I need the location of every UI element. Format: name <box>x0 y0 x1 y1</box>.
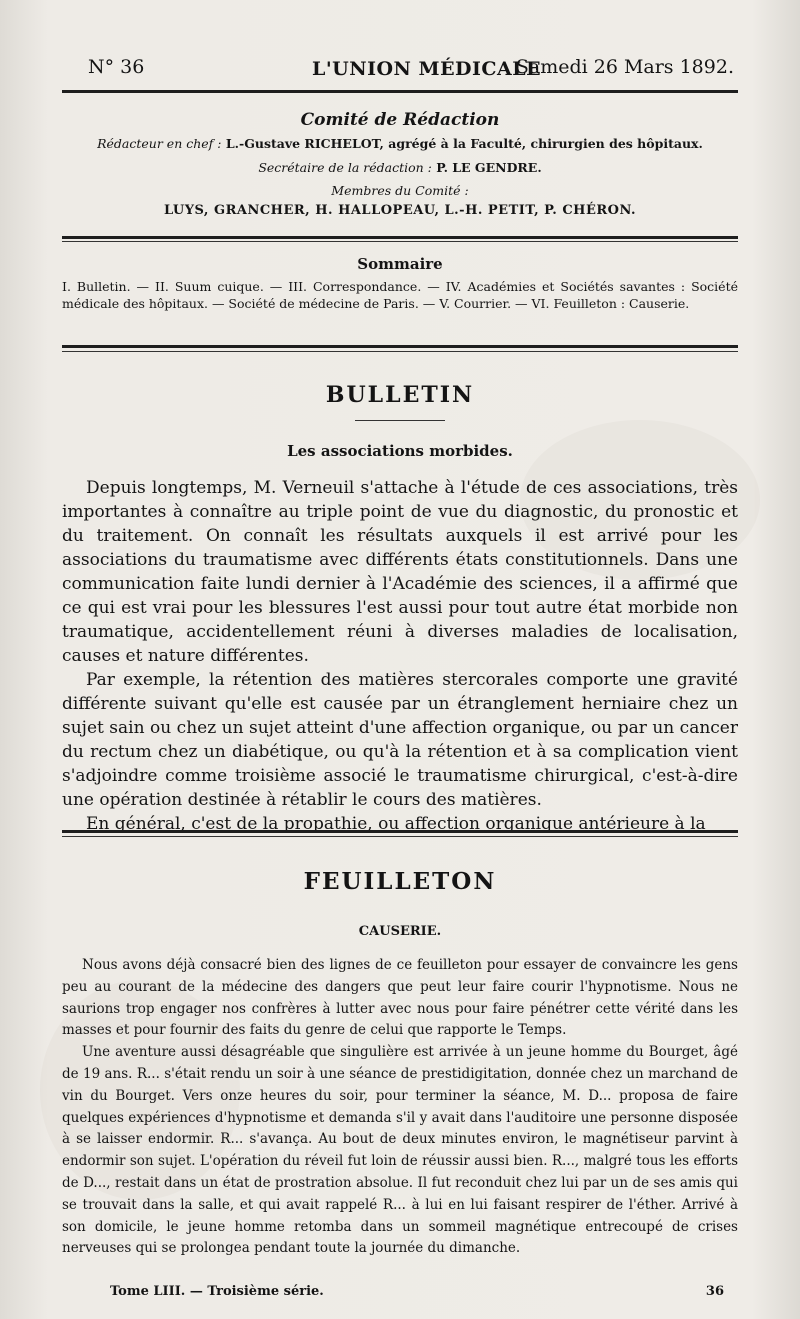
feuilleton-rule-thin <box>62 836 738 837</box>
redacteur-line <box>62 136 738 151</box>
bulletin-subtitle: Les associations morbides. <box>287 442 513 460</box>
page-header <box>0 56 800 92</box>
membres-label: Membres du Comité : <box>331 183 469 198</box>
causerie-title: CAUSERIE. <box>358 924 442 939</box>
issue-number: N° 36 <box>88 56 145 78</box>
page-number: 36 <box>705 1284 724 1299</box>
comite-title: Comité de Rédaction <box>300 110 500 130</box>
sommaire-text: I. Bulletin. — II. Suum cuique. — III. Correspondance. — IV. Académies et Sociétés savantes : Société médicale des hôpitaux. — Société de médecine de Paris. — V. Courrier. — VI. Feuilleton : Causerie. <box>62 279 738 311</box>
bulletin-body <box>62 476 738 836</box>
secretaire-label: Secrétaire de la rédaction : <box>258 160 432 175</box>
header-rule <box>62 90 738 93</box>
feuilleton-paragraph: Nous avons déjà consacré bien des lignes de ce feuilleton pour essayer de convaincre les gens peu au courant de la médecine des dangers que peut leur faire courir l'hypnotisme. Nous ne saurions trop engager nos confrères à lutter avec nous pour faire pénétrer cette vérité dans les masses et pour fournir des faits du genre de celui que rapporte le Temps. <box>62 957 738 1039</box>
issue-date: Samedi 26 Mars 1892. <box>515 56 734 78</box>
bulletin-paragraph: En général, c'est de la propathie, ou affection organique antérieure à la <box>86 814 706 834</box>
comite-rule <box>62 236 738 239</box>
redacteur-label: Rédacteur en chef : <box>97 136 222 151</box>
sommaire-rule <box>62 345 738 348</box>
bulletin-short-rule <box>355 420 445 421</box>
journal-title: L'UNION MÉDICALE <box>312 58 542 80</box>
feuilleton-paragraph: Une aventure aussi désagréable que singulière est arrivée à un jeune homme du Bourget, âgé de 19 ans. R... s'était rendu un soir à une séance de prestidigitation, donnée chez un marchand de vin du Bourget. Vers onze heures du soir, pour terminer la séance, M. D... proposa de faire quelques expériences d'hypnotisme et demanda s'il y avait dans l'auditoire une personne disposée à se laisser endormir. R... s'avança. Au bout de deux minutes environ, le magnétiseur parvint à endormir son sujet. L'opération du réveil fut loin de réussir aussi bien. R..., malgré tous les efforts de D..., restait dans un état de prostration absolue. Il fut reconduit chez lui par un de ses amis qui se trouvait dans la salle, et qui avait rappelé R... à lui en lui faisant respirer de l'éther. Arrivé à son domicile, le jeune homme retomba dans un sommeil magnétique entrecoupé de crises nerveuses qui se prolongea pendant toute la journée du dimanche. <box>62 1044 738 1257</box>
feuilleton-title: FEUILLETON <box>303 868 497 895</box>
secretaire-line <box>62 160 738 175</box>
redacteur-value: L.-Gustave RICHELOT, agrégé à la Faculté, chirurgien des hôpitaux. <box>225 136 703 151</box>
bulletin-paragraph: Depuis longtemps, M. Verneuil s'attache à l'étude de ces associations, très importantes à connaître au triple point de vue du diagnostic, du pronostic et du traitement. On connaît les résultats auxquels il est arrivé pour les associations du traumatisme avec différents états constitutionnels. Dans une communication faite lundi dernier à l'Académie des sciences, il a affirmé que ce qui est vrai pour les blessures l'est aussi pour tout autre état morbide non traumatique, accidentellement réuni à diverses maladies de localisation, causes et nature différentes. <box>62 478 738 666</box>
secretaire-value: P. LE GENDRE. <box>436 160 542 175</box>
feuilleton-rule <box>62 830 738 833</box>
comite-rule-thin <box>62 241 738 242</box>
sommaire-rule-thin <box>62 351 738 352</box>
volume-info: Tome LIII. — Troisième série. <box>110 1284 324 1299</box>
sommaire-title: Sommaire <box>357 255 443 273</box>
bulletin-title: BULLETIN <box>325 382 475 408</box>
feuilleton-body <box>62 955 738 1260</box>
membres-names: LUYS, GRANCHER, H. HALLOPEAU, L.-H. PETIT, P. CHÉRON. <box>163 203 637 218</box>
bulletin-paragraph: Par exemple, la rétention des matières stercorales comporte une gravité différente suivant qu'elle est causée par un étranglement herniaire chez un sujet sain ou chez un sujet atteint d'une affection organique, ou par un cancer du rectum chez un diabétique, ou qu'à la rétention et à sa complication vient s'adjoindre comme troisième associé le traumatisme chirurgical, c'est-à-dire une opération destinée à rétablir le cours des matières. <box>62 670 738 810</box>
